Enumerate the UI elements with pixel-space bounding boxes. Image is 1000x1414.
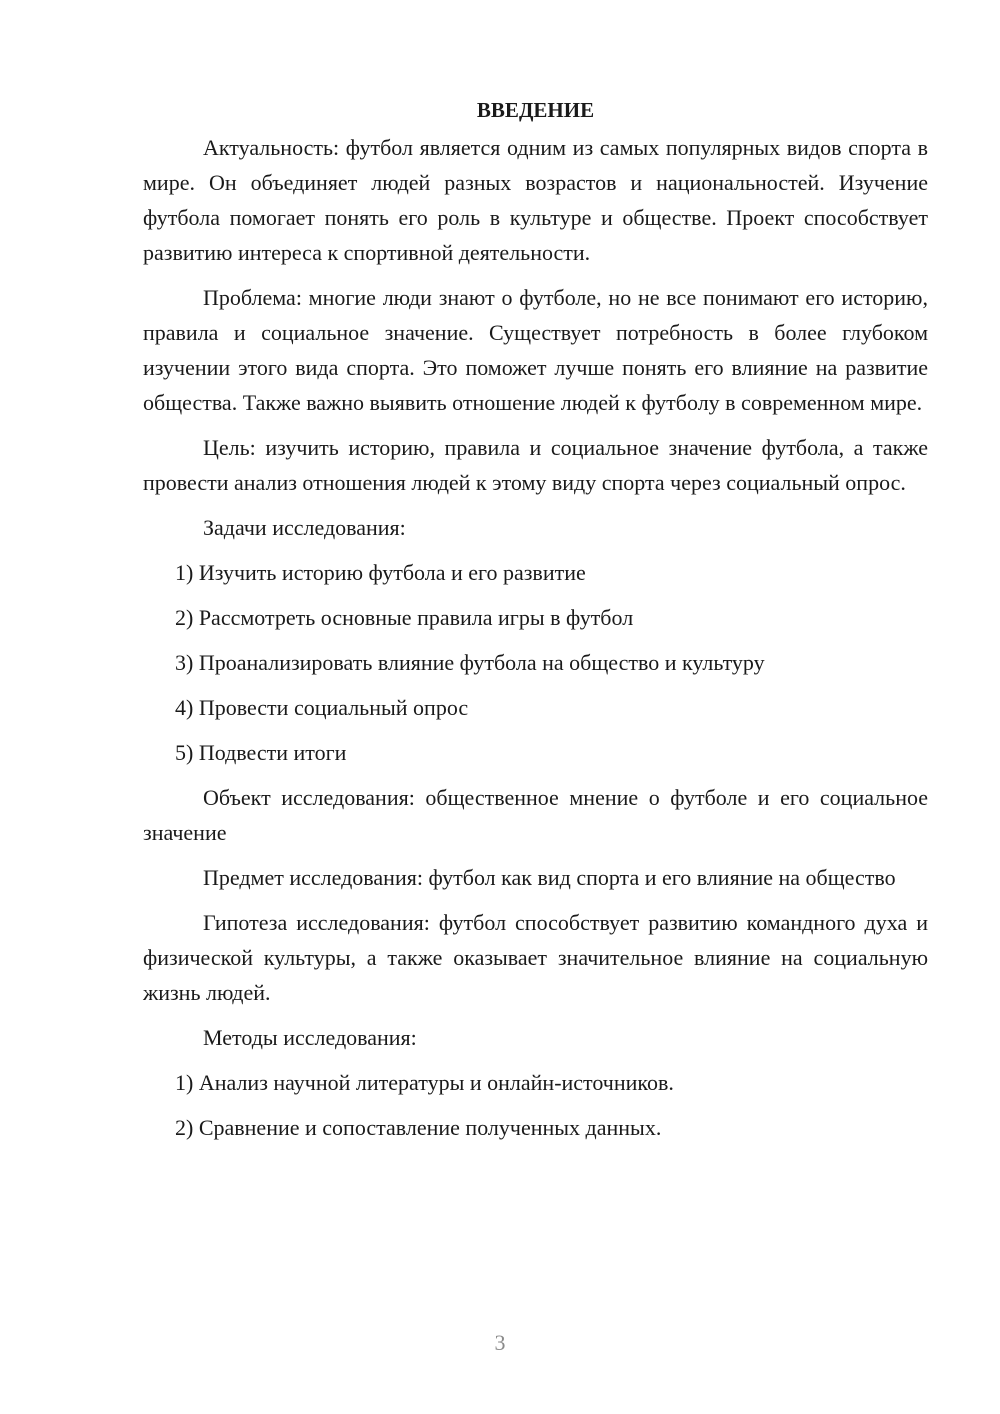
list-item: 5) Подвести итоги: [175, 740, 347, 765]
list-item: 2) Рассмотреть основные правила игры в футбол: [175, 605, 634, 630]
list-item: 4) Провести социальный опрос: [175, 695, 469, 720]
relevance-paragraph: Актуальность: футбол является одним из самых популярных видов спорта в мире. Он объединяет людей разных возрастов и национальностей. Изучение футбола помогает понять его роль в культуре и обществе. Проект способствует развитию интереса к спортивной деятельности.: [143, 135, 928, 265]
methods-list: [143, 1065, 928, 1145]
object-paragraph: Объект исследования: общественное мнение о футболе и его социальное значение: [143, 785, 928, 845]
page-number: 3: [494, 1330, 506, 1355]
methods-heading: Методы исследования:: [203, 1025, 417, 1050]
list-item: 2) Сравнение и сопоставление полученных данных.: [175, 1115, 662, 1140]
page-title: ВВЕДЕНИЕ: [476, 98, 595, 122]
document-page: [143, 92, 928, 1155]
hypothesis-paragraph: Гипотеза исследования: футбол способствует развитию командного духа и физической культуры, а также оказывает значительное влияние на социальную жизнь людей.: [143, 910, 928, 1005]
tasks-heading: Задачи исследования:: [203, 515, 406, 540]
list-item: 1) Изучить историю футбола и его развитие: [175, 560, 586, 585]
problem-paragraph: Проблема: многие люди знают о футболе, но не все понимают его историю, правила и социальное значение. Существует потребность в более глубоком изучении этого вида спорта. Это поможет лучше понять его влияние на развитие общества. Также важно выявить отношение людей к футболу в современном мире.: [143, 285, 928, 415]
goal-paragraph: Цель: изучить историю, правила и социальное значение футбола, а также провести анализ отношения людей к этому виду спорта через социальный опрос.: [143, 435, 928, 495]
list-item: 3) Проанализировать влияние футбола на общество и культуру: [175, 650, 765, 675]
tasks-list: [143, 555, 928, 770]
subject-paragraph: Предмет исследования: футбол как вид спорта и его влияние на общество: [203, 865, 896, 890]
list-item: 1) Анализ научной литературы и онлайн-источников.: [175, 1070, 674, 1095]
